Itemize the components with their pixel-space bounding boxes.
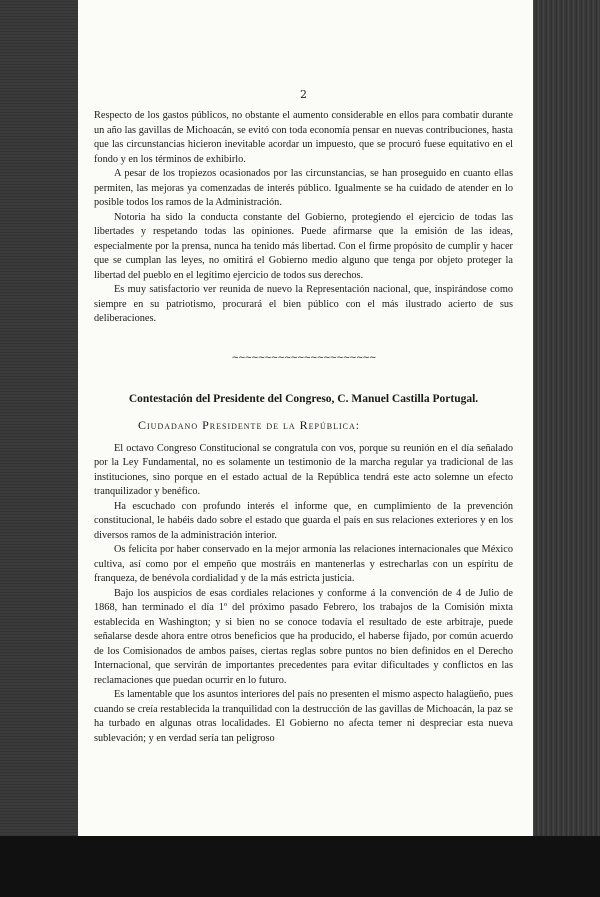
scan-margin-left (0, 0, 78, 897)
salutation: Ciudadano Presidente de la República: (138, 417, 361, 432)
paragraph-report-heard: Ha escuchado con profundo interés el informe que, en cumplimiento de la prevención constitucional, le habéis dado sobre el estado que guarda el país en sus relaciones exteriores y en los diversos ramos de la administración interior. (94, 500, 513, 541)
paragraph-public-expenses: Respecto de los gastos públicos, no obstante el aumento considerable en ellos para combatir durante un año las gavillas de Michoacán, se evitó con toda economía pensar en nuevas contribuciones, hasta que las circunstancias hicieron inevitable acordar un impuesto, que se procuró fuese equitativo en el fondo y en los términos de exhibirlo. (94, 110, 513, 165)
paragraph-mixed-commission: Bajo los auspicios de esas cordiales relaciones y conforme á la convención de 4 de Julio de 1868, han terminado el día 1º del próximo pasado Febrero, los trabajos de la Comisión mixta establecida en Washington; y si bien no se conoce todavía el resultado de este arbitraje, puede señalarse desde ahora entre otros beneficios que ha producido, el haberse fijado, por común acuerdo de los Comisionados de ambos países, ciertas reglas sobre puntos no bien definidos en el Derecho Internacional, que servirán de importantes precedentes para evitar dificultades y conflictos en las reclamaciones que puedan ocurrir en lo futuro. (94, 587, 513, 686)
page-number: 2 (300, 88, 307, 101)
section-heading: Contestación del Presidente del Congreso, C. Manuel Castilla Portugal. (128, 392, 479, 405)
paragraph-national-representation: Es muy satisfactorio ver reunida de nuevo la Representación nacional, que, inspirándose como siempre en su patriotismo, procurará el bien público con el más ilustrado acierto de sus deliberaciones. (94, 284, 513, 324)
section-divider-ornament: ~~~~~~~~~~~~~~~~~~~~~~ (231, 352, 376, 363)
scan-margin-right (530, 0, 600, 897)
scan-margin-bottom (0, 836, 600, 897)
paragraph-congress-congratulates: El octavo Congreso Constitucional se congratula con vos, porque su reunión en el día señalado por la Ley Fundamental, no es solamente un testimonio de la marcha regular ya tradicional de las instituciones, sino porque en el estado actual de la República tendrá este acto solemne un efecto tranquilizador y benéfico. (94, 442, 513, 497)
document-page (78, 0, 533, 836)
paragraph-international-relations: Os felicita por haber conservado en la mejor armonía las relaciones internacionales que México cultiva, así como por el empeño que mostráis en mantenerlas y estrecharlas con un espíritu de franqueza, de benévola cordialidad y de la más estricta justicia. (94, 544, 513, 584)
paragraph-public-works: A pesar de los tropiezos ocasionados por las circunstancias, se han proseguido en cuanto ellas permiten, las mejoras ya comenzadas de interés público. Igualmente se ha cuidado de atender en lo posible todos los ramos de la Administración. (94, 168, 513, 208)
paragraph-liberties: Notoria ha sido la conducta constante del Gobierno, protegiendo el ejercicio de todas las libertades y respetando todas las opiniones. Puede afirmarse que la emisión de las ideas, especialmente por la prensa, nunca ha tenido más libertad. Con el firme propósito de cumplir y hacer que se cumplan las leyes, no omitirá el Gobierno medio alguno que tenga por objeto proteger la libertad del pueblo en el legítimo ejercicio de todos sus derechos. (94, 211, 513, 281)
paragraph-interior-affairs: Es lamentable que los asuntos interiores del país no presenten el mismo aspecto halagüeño, pues cuando se creía restablecida la tranquilidad con la destrucción de las gavillas de Michoacán, la paz se ha turbado en algunas otras localidades. El Gobierno no afecta temer ni despreciar esta nueva sublevación; y en verdad sería tan peligroso (94, 689, 513, 744)
